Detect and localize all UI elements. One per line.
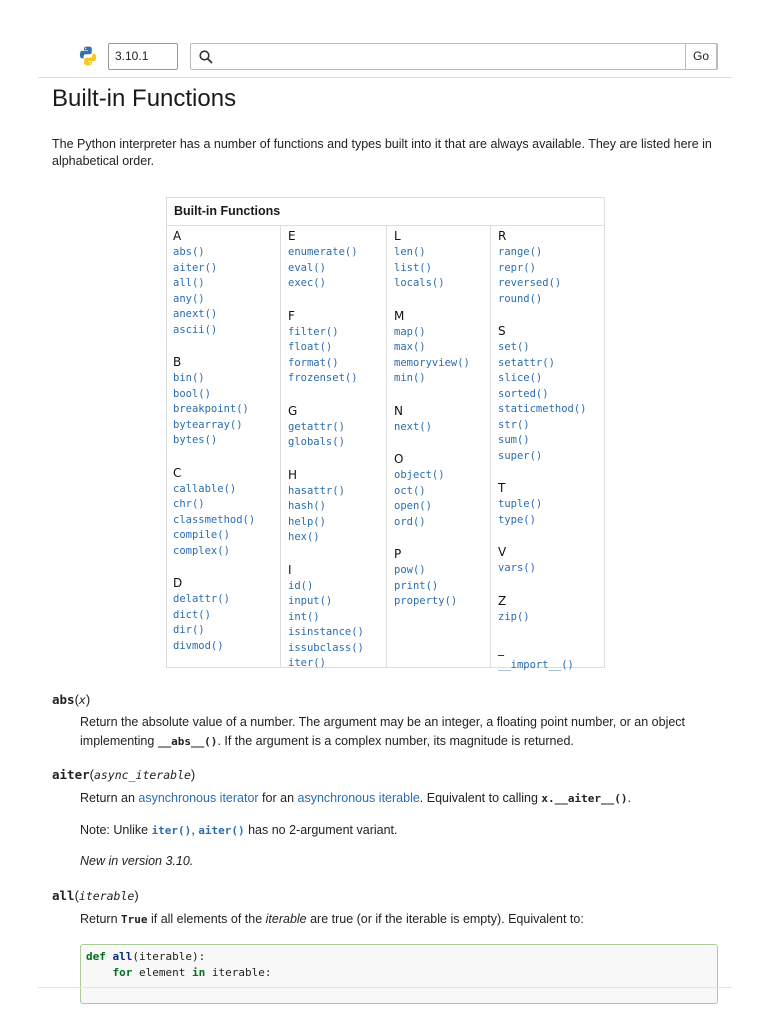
python-logo-icon[interactable]: [77, 45, 99, 67]
letter-group: [173, 575, 280, 654]
header-divider: [38, 77, 732, 78]
function-link[interactable]: classmethod(): [173, 513, 256, 526]
function-name[interactable]: aiter: [52, 767, 90, 782]
function-link[interactable]: round(): [498, 292, 543, 305]
letter-heading: I: [288, 562, 292, 577]
function-link[interactable]: id(): [288, 579, 314, 592]
text: ,: [191, 823, 199, 837]
function-link[interactable]: complex(): [173, 544, 230, 557]
table-column-a-d: [167, 226, 280, 668]
function-name[interactable]: all: [52, 888, 75, 903]
function-link[interactable]: callable(): [173, 482, 237, 495]
letter-group: [394, 308, 490, 387]
function-link[interactable]: slice(): [498, 372, 543, 384]
parameter: x: [78, 693, 86, 707]
function-link[interactable]: min(): [394, 372, 426, 384]
letter-group: [288, 308, 386, 387]
intro-paragraph: The Python interpreter has a number of functions and types built into it that are always available. They are listed here in alphabetical order.: [52, 137, 712, 168]
function-link[interactable]: frozenset(): [288, 372, 358, 384]
text: for an: [258, 791, 298, 805]
function-link[interactable]: list(): [394, 261, 432, 274]
text: Return an: [80, 791, 139, 805]
function-link[interactable]: breakpoint(): [173, 403, 249, 415]
table-column-r-z: [490, 226, 605, 671]
function-link[interactable]: set(): [498, 341, 530, 353]
aiter-note: [80, 821, 720, 840]
top-navigation-bar: [0, 0, 768, 78]
aiter-link[interactable]: aiter(): [198, 824, 245, 837]
function-link[interactable]: exec(): [288, 277, 326, 289]
letter-heading: G: [288, 403, 298, 418]
letter-group: [394, 451, 490, 530]
letter-heading: S: [498, 324, 506, 338]
function-link[interactable]: input(): [288, 595, 333, 607]
letter-heading: _: [498, 642, 504, 656]
function-link[interactable]: all(): [173, 277, 205, 289]
letter-group: [394, 546, 490, 610]
letter-group: [173, 465, 280, 560]
function-name[interactable]: abs: [52, 692, 75, 707]
text: . Equivalent to calling: [419, 791, 542, 805]
letter-heading: N: [394, 403, 403, 418]
version-select[interactable]: 3.10.1: [108, 43, 178, 70]
function-link[interactable]: hasattr(): [288, 484, 345, 497]
letter-group: [288, 228, 386, 292]
function-link[interactable]: property(): [394, 595, 458, 607]
search-box[interactable]: [190, 43, 718, 70]
function-link[interactable]: tuple(): [498, 498, 543, 510]
function-link[interactable]: range(): [498, 246, 543, 258]
function-link[interactable]: str(): [498, 418, 530, 431]
function-link[interactable]: hash(): [288, 500, 326, 512]
letter-heading: R: [498, 229, 507, 243]
text: has no 2-argument variant.: [244, 823, 398, 837]
parameter: iterable: [78, 889, 135, 903]
function-link[interactable]: ascii(): [173, 323, 218, 336]
letter-group: [498, 641, 605, 674]
function-link[interactable]: filter(): [288, 325, 339, 338]
letter-group: [498, 228, 605, 307]
function-link[interactable]: pow(): [394, 564, 426, 576]
text: . If the argument is a complex number, its magnitude is returned.: [217, 734, 574, 748]
letter-group: [288, 562, 386, 672]
letter-group: [498, 323, 605, 464]
go-button[interactable]: Go: [685, 43, 717, 70]
function-link[interactable]: issubclass(): [288, 641, 364, 654]
inline-code: True: [121, 913, 148, 926]
letter-heading: P: [394, 547, 402, 561]
letter-heading: D: [173, 576, 183, 590]
function-link[interactable]: super(): [498, 449, 543, 462]
table-column-l-p: [386, 226, 490, 668]
text: .: [627, 791, 631, 805]
version-added-note: New in version 3.10.: [80, 854, 194, 868]
aiter-description: [80, 789, 720, 808]
letter-heading: E: [288, 229, 296, 243]
letter-group: [394, 228, 490, 292]
letter-group: [394, 403, 490, 436]
text: Return: [80, 912, 121, 926]
function-link[interactable]: bool(): [173, 387, 211, 400]
letter-group: [498, 593, 605, 626]
letter-heading: A: [173, 229, 182, 243]
search-input[interactable]: [219, 46, 679, 67]
function-link[interactable]: anext(): [173, 308, 218, 320]
function-link[interactable]: iter(): [288, 657, 326, 669]
function-link[interactable]: any(): [173, 292, 205, 305]
function-link[interactable]: help(): [288, 515, 326, 528]
iter-link[interactable]: iter(): [151, 824, 192, 837]
function-link[interactable]: isinstance(): [288, 626, 364, 638]
letter-group: [173, 228, 280, 338]
function-link[interactable]: repr(): [498, 261, 536, 274]
function-link[interactable]: locals(): [394, 277, 445, 289]
function-link[interactable]: staticmethod(): [498, 403, 587, 415]
function-link[interactable]: format(): [288, 356, 339, 369]
letter-group: [498, 544, 605, 577]
letter-group: [498, 480, 605, 528]
function-link[interactable]: hex(): [288, 531, 320, 543]
text: Note: Unlike: [80, 823, 152, 837]
abs-description: [80, 713, 720, 751]
function-link[interactable]: int(): [288, 610, 320, 623]
function-link[interactable]: setattr(): [498, 356, 555, 369]
function-link[interactable]: reversed(): [498, 277, 562, 289]
table-column-e-i: [280, 226, 386, 668]
page-title: Built-in Functions: [52, 85, 237, 112]
asynchronous-iterable-link[interactable]: asynchronous iterable: [297, 791, 420, 805]
function-link[interactable]: zip(): [498, 610, 530, 623]
letter-heading: B: [173, 355, 182, 369]
text: Return the absolute value of a number. The argument may be an integer, a floating point number, or an object implementing: [80, 715, 686, 748]
function-link[interactable]: memoryview(): [394, 356, 470, 369]
letter-heading: Z: [498, 593, 507, 608]
function-link[interactable]: oct(): [394, 484, 426, 497]
letter-heading: T: [498, 481, 506, 495]
function-link[interactable]: map(): [394, 325, 426, 338]
function-link[interactable]: bytes(): [173, 434, 218, 446]
function-link[interactable]: float(): [288, 341, 333, 353]
function-link[interactable]: print(): [394, 579, 439, 592]
abs-signature: abs(x): [52, 692, 91, 707]
bottom-divider: [38, 987, 732, 988]
text: if all elements of the: [147, 912, 266, 926]
letter-heading: V: [498, 545, 507, 559]
function-link[interactable]: max(): [394, 341, 426, 353]
function-link[interactable]: dir(): [173, 624, 205, 636]
parameter: async_iterable: [93, 768, 191, 782]
function-link[interactable]: open(): [394, 500, 432, 512]
inline-code: __abs__(): [157, 735, 218, 748]
function-link[interactable]: object(): [394, 469, 445, 481]
function-link[interactable]: abs(): [173, 246, 205, 258]
text: are true (or if the iterable is empty). Equivalent to:: [306, 912, 584, 926]
all-signature: all(iterable): [52, 888, 139, 903]
function-link[interactable]: chr(): [173, 498, 205, 510]
asynchronous-iterator-link[interactable]: asynchronous iterator: [138, 791, 259, 805]
code-line: def all(iterable):: [86, 950, 206, 963]
function-link[interactable]: aiter(): [173, 261, 218, 274]
letter-heading: C: [173, 465, 182, 480]
letter-heading: M: [394, 308, 405, 323]
function-link[interactable]: __import__(): [498, 659, 574, 671]
aiter-signature: aiter(async_iterable): [52, 767, 196, 782]
builtin-functions-table: [166, 197, 605, 671]
letter-heading: H: [288, 467, 298, 482]
function-link[interactable]: delattr(): [173, 593, 230, 605]
letter-group: [288, 403, 386, 451]
function-link[interactable]: ord(): [394, 515, 426, 528]
letter-heading: F: [288, 308, 295, 323]
function-link[interactable]: enumerate(): [288, 246, 358, 258]
function-link[interactable]: type(): [498, 513, 536, 526]
function-link[interactable]: dict(): [173, 608, 211, 621]
function-link[interactable]: globals(): [288, 436, 345, 448]
function-link[interactable]: sorted(): [498, 387, 549, 400]
search-icon: [198, 49, 214, 65]
function-link[interactable]: divmod(): [173, 639, 224, 652]
function-link[interactable]: vars(): [498, 562, 536, 574]
emphasis: iterable: [265, 912, 307, 926]
inline-code: x.__aiter__(): [541, 792, 628, 805]
function-link[interactable]: eval(): [288, 261, 326, 274]
function-link[interactable]: next(): [394, 420, 432, 433]
table-caption: Built-in Functions: [167, 198, 604, 226]
function-link[interactable]: bytearray(): [173, 418, 243, 431]
code-line: for element in iterable:: [112, 965, 272, 979]
function-link[interactable]: sum(): [498, 434, 530, 446]
letter-group: [288, 467, 386, 546]
letter-group: [173, 354, 280, 449]
function-link[interactable]: len(): [394, 246, 426, 258]
letter-heading: L: [394, 229, 401, 243]
letter-heading: O: [394, 452, 404, 466]
all-description: [80, 910, 720, 929]
function-link[interactable]: compile(): [173, 529, 230, 541]
code-example: [80, 944, 718, 1004]
function-link[interactable]: getattr(): [288, 420, 345, 433]
function-link[interactable]: bin(): [173, 372, 205, 384]
